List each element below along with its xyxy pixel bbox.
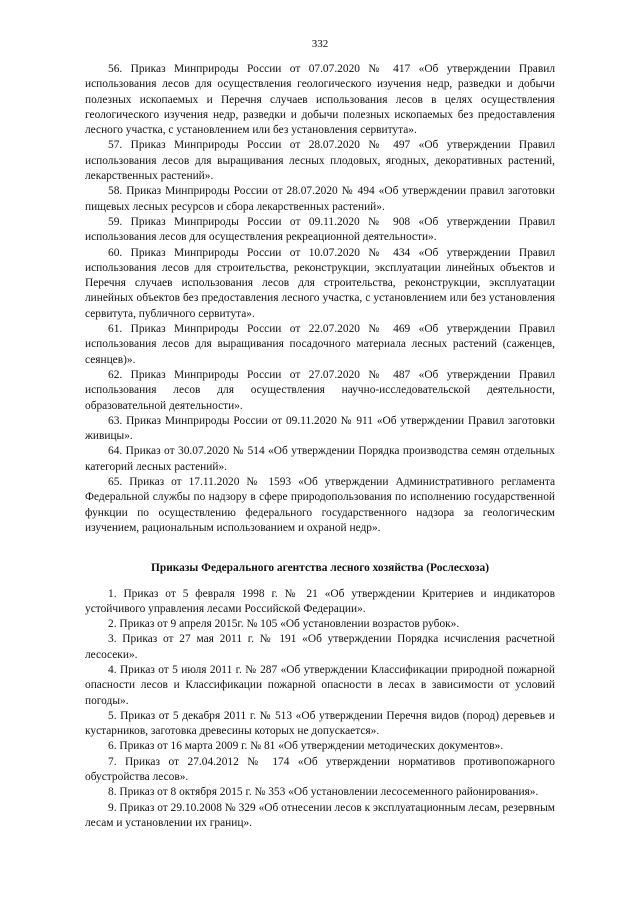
list-item: 62. Приказ Минприроды России от 27.07.2020 № 487 «Об утверждении Правил использования лесов для осуществления научно-исследовательской деятельности, образовательной деятельности». [85,368,555,412]
list-item: 60. Приказ Минприроды России от 10.07.2020 № 434 «Об утверждении Правил использования лесов для строительства, реконструкции, эксплуатации линейных объектов и Перечня случаев использования лесов для строительства, реконструкции, эксплуатации линейных объектов без предоставления лесного участка, с установлением или без установления сервитута, публичного сервитута». [85,246,555,320]
list-item: 2. Приказ от 9 апреля 2015г. № 105 «Об установлении возрастов рубок». [108,618,460,631]
list-item: 63. Приказ Минприроды России от 09.11.2020 № 911 «Об утверждении Правил заготовки живицы». [85,414,555,443]
list-item: 7. Приказ от 27.04.2012 № 174 «Об утверждении нормативов противопожарного обустройства лесов». [85,755,555,784]
order-list-rosleshoz [85,587,555,832]
order-list-ministry [85,62,555,536]
list-item: 4. Приказ от 5 июля 2011 г. № 287 «Об утверждении Классификации природной пожарной опасности лесов и Классификации пожарной опасности в лесах в зависимости от условий погоды». [85,663,555,707]
list-item: 57. Приказ Минприроды России от 28.07.2020 № 497 «Об утверждении Правил использования лесов для выращивания лесных плодовых, ягодных, декоративных растений, лекарственных растений». [85,139,555,183]
list-item: 64. Приказ от 30.07.2020 № 514 «Об утверждении Порядка производства семян отдельных категорий лесных растений». [85,445,555,473]
list-item: 5. Приказ от 5 декабря 2011 г. № 513 «Об утверждении Перечня видов (пород) деревьев и кустарников, заготовка древесины которых не допускается». [85,709,555,738]
page-content [85,62,555,831]
list-item: 65. Приказ от 17.11.2020 № 1593 «Об утверждении Административного регламента Федеральной службы по надзору в сфере природопользования по исполнению государственной функции по осуществлению федерального государственного надзора за геологическим изучением, рациональным использованием и охраной недр». [85,476,555,534]
section-heading: Приказы Федерального агентства лесного хозяйства (Рослесхоза) [151,562,489,575]
list-item: 58. Приказ Минприроды России от 28.07.2020 № 494 «Об утверждении правил заготовки пищевых лесных ресурсов и сбора лекарственных растений». [85,185,555,213]
list-item: 56. Приказ Минприроды России от 07.07.2020 № 417 «Об утверждении Правил использования лесов для осуществления геологического изучения недр, разведки и добычи полезных ископаемых и Перечня случаев использования лесов в целях осуществления геологического изучения недр, разведки и добычи полезных ископаемых без предоставления лесного участка, с установлением или без установления сервитута». [85,63,555,137]
page-number: 332 [311,38,329,50]
list-item: 3. Приказ от 27 мая 2011 г. № 191 «Об утверждении Порядка исчисления расчетной лесосеки». [85,633,555,661]
list-item: 1. Приказ от 5 февраля 1998 г. № 21 «Об утверждении Критериев и индикаторов устойчивого управления лесами Российской Федерации». [85,587,555,615]
list-item: 61. Приказ Минприроды России от 22.07.2020 № 469 «Об утверждении Правил использования лесов для выращивания посадочного материала лесных растений (саженцев, сеянцев)». [85,323,555,366]
list-item: 59. Приказ Минприроды России от 09.11.2020 № 908 «Об утверждении Правил использования лесов для осуществления рекреационной деятельности». [85,215,555,244]
list-item: 9. Приказ от 29.10.2008 № 329 «Об отнесении лесов к эксплуатационным лесам, резервным лесам и установлении их границ». [85,801,555,829]
list-item: 6. Приказ от 16 марта 2009 г. № 81 «Об утверждении методических документов». [108,740,504,753]
list-item: 8. Приказ от 8 октября 2015 г. № 353 «Об установлении лесосеменного районирования». [108,786,539,799]
